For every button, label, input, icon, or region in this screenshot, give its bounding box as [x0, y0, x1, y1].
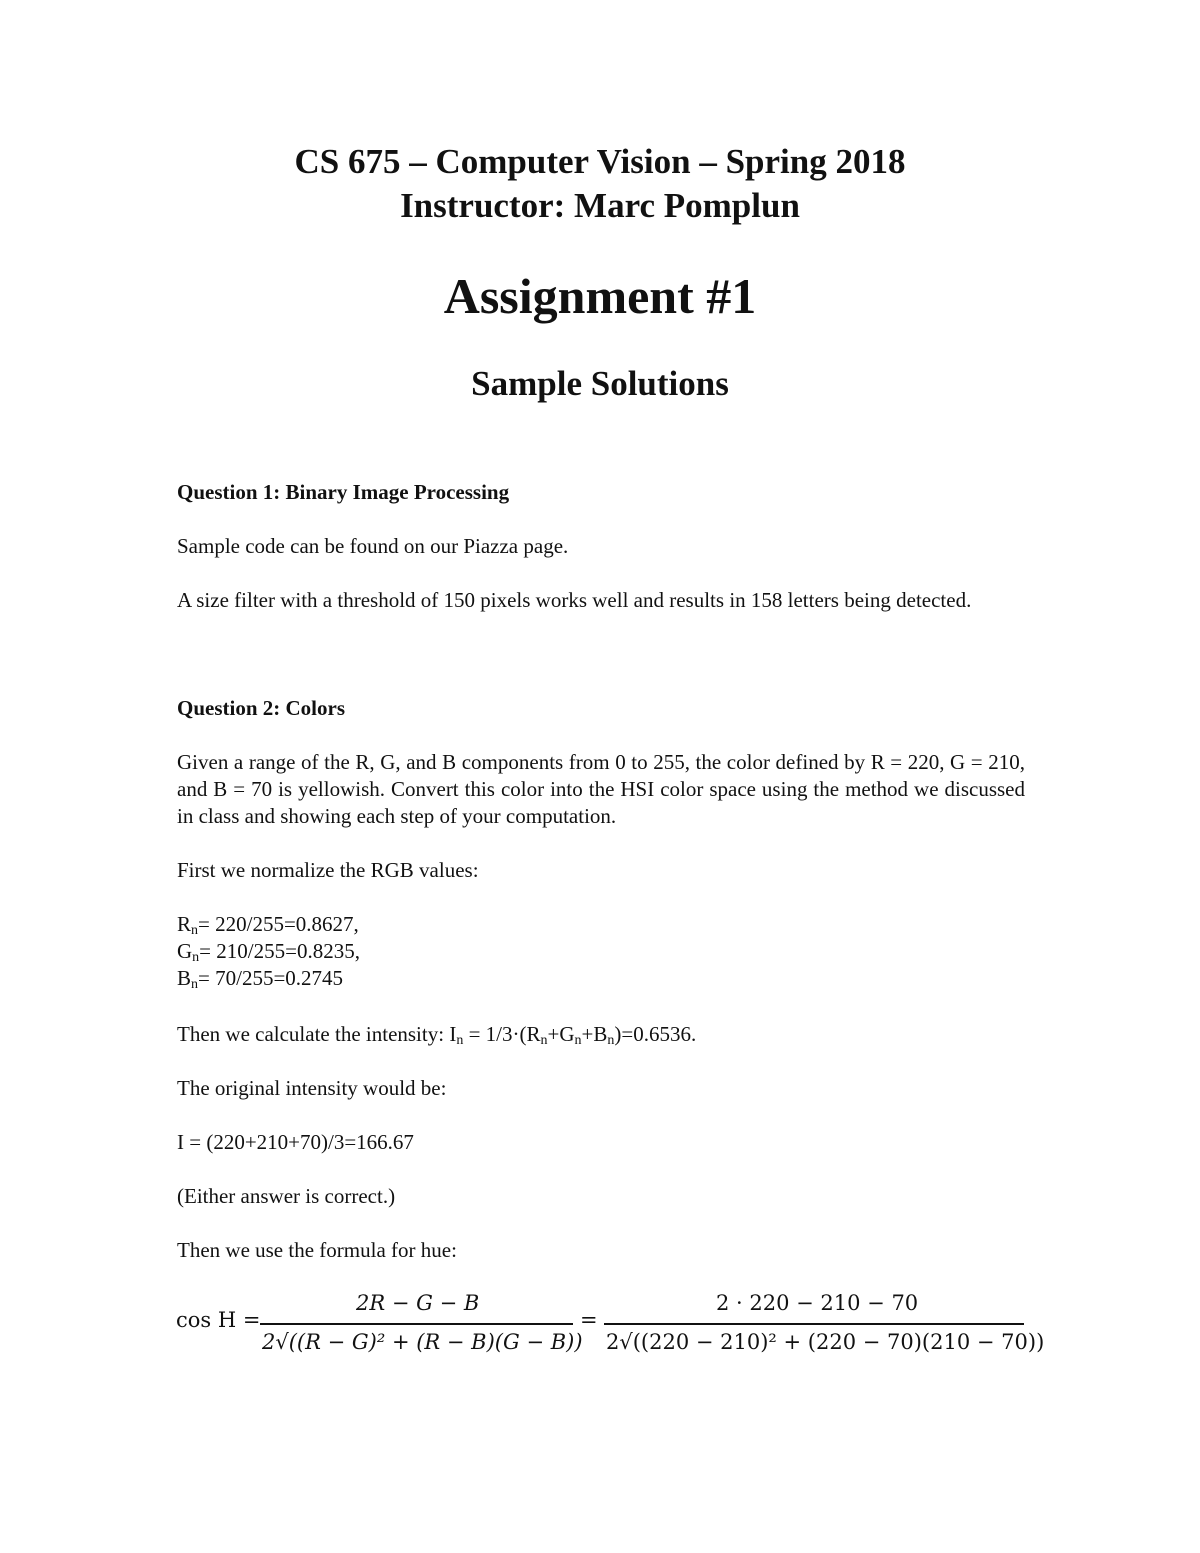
either-note: (Either answer is correct.) — [177, 1184, 396, 1208]
intensity-line: Then we calculate the intensity: $I_n = 1/3\cdot(R_n+G_n+B_n)=0.6536$. — [177, 1022, 697, 1048]
gn-line: $G_n= 210/255=0.8235$, — [177, 939, 360, 965]
bn-value: = 70/255=0.2745 — [198, 966, 344, 990]
subtitle: Sample Solutions — [471, 364, 729, 403]
original-intensity-intro: The original intensity would be: — [177, 1076, 447, 1100]
equation-denominator-2: 2√((220 − 210)² + (220 − 70)(210 − 70)) — [606, 1330, 1045, 1354]
equation-lhs: cos H = — [176, 1308, 261, 1332]
bn-line: $B_n= 70/255=0.2745$ — [177, 966, 344, 992]
q1-paragraph-2: A size filter with a threshold of 150 pixels works well and results in 158 letters being detected. — [177, 588, 972, 612]
course-title: CS 675 – Computer Vision – Spring 2018 — [294, 142, 906, 181]
instructor-line: Instructor: Marc Pomplun — [400, 186, 800, 225]
intensity-formula: = 1/3·(R — [468, 1022, 541, 1046]
q2-heading: Question 2: Colors — [177, 696, 345, 720]
q1-paragraph-1: Sample code can be found on our Piazza page. — [177, 534, 569, 558]
gn-value: = 210/255=0.8235, — [199, 939, 360, 963]
normalize-intro: First we normalize the RGB values: — [177, 858, 479, 882]
intensity-text: Then we calculate the intensity: I — [177, 1022, 457, 1046]
rn-value: = 220/255=0.8627, — [198, 912, 359, 936]
equation-equals: = — [580, 1308, 598, 1332]
hue-equation — [170, 1283, 1045, 1363]
fraction-bar-2 — [604, 1323, 1024, 1325]
q1-heading: Question 1: Binary Image Processing — [177, 480, 510, 504]
intensity-result: )=0.6536. — [614, 1022, 697, 1046]
assignment-title: Assignment #1 — [443, 268, 757, 324]
equation-numerator-1: 2R − G − B — [356, 1291, 480, 1315]
equation-denominator-1: 2√((R − G)² + (R − B)(G − B)) — [262, 1330, 583, 1354]
rn-line: $R_n= 220/255=0.8627$, — [177, 912, 359, 938]
fraction-bar-1 — [260, 1323, 573, 1325]
q2-prompt: Given a range of the R, G, and B components from 0 to 255, the color defined by R = 220, G = 210, and B = 70 is yellowish. Convert this color into the HSI color space using the method we discussed in class and showing each step of your computation. — [177, 750, 1025, 828]
equation-numerator-2: 2 · 220 − 210 − 70 — [716, 1291, 919, 1315]
original-intensity-formula: I = (220+210+70)/3=166.67 — [177, 1130, 414, 1154]
hue-intro: Then we use the formula for hue: — [177, 1238, 457, 1262]
